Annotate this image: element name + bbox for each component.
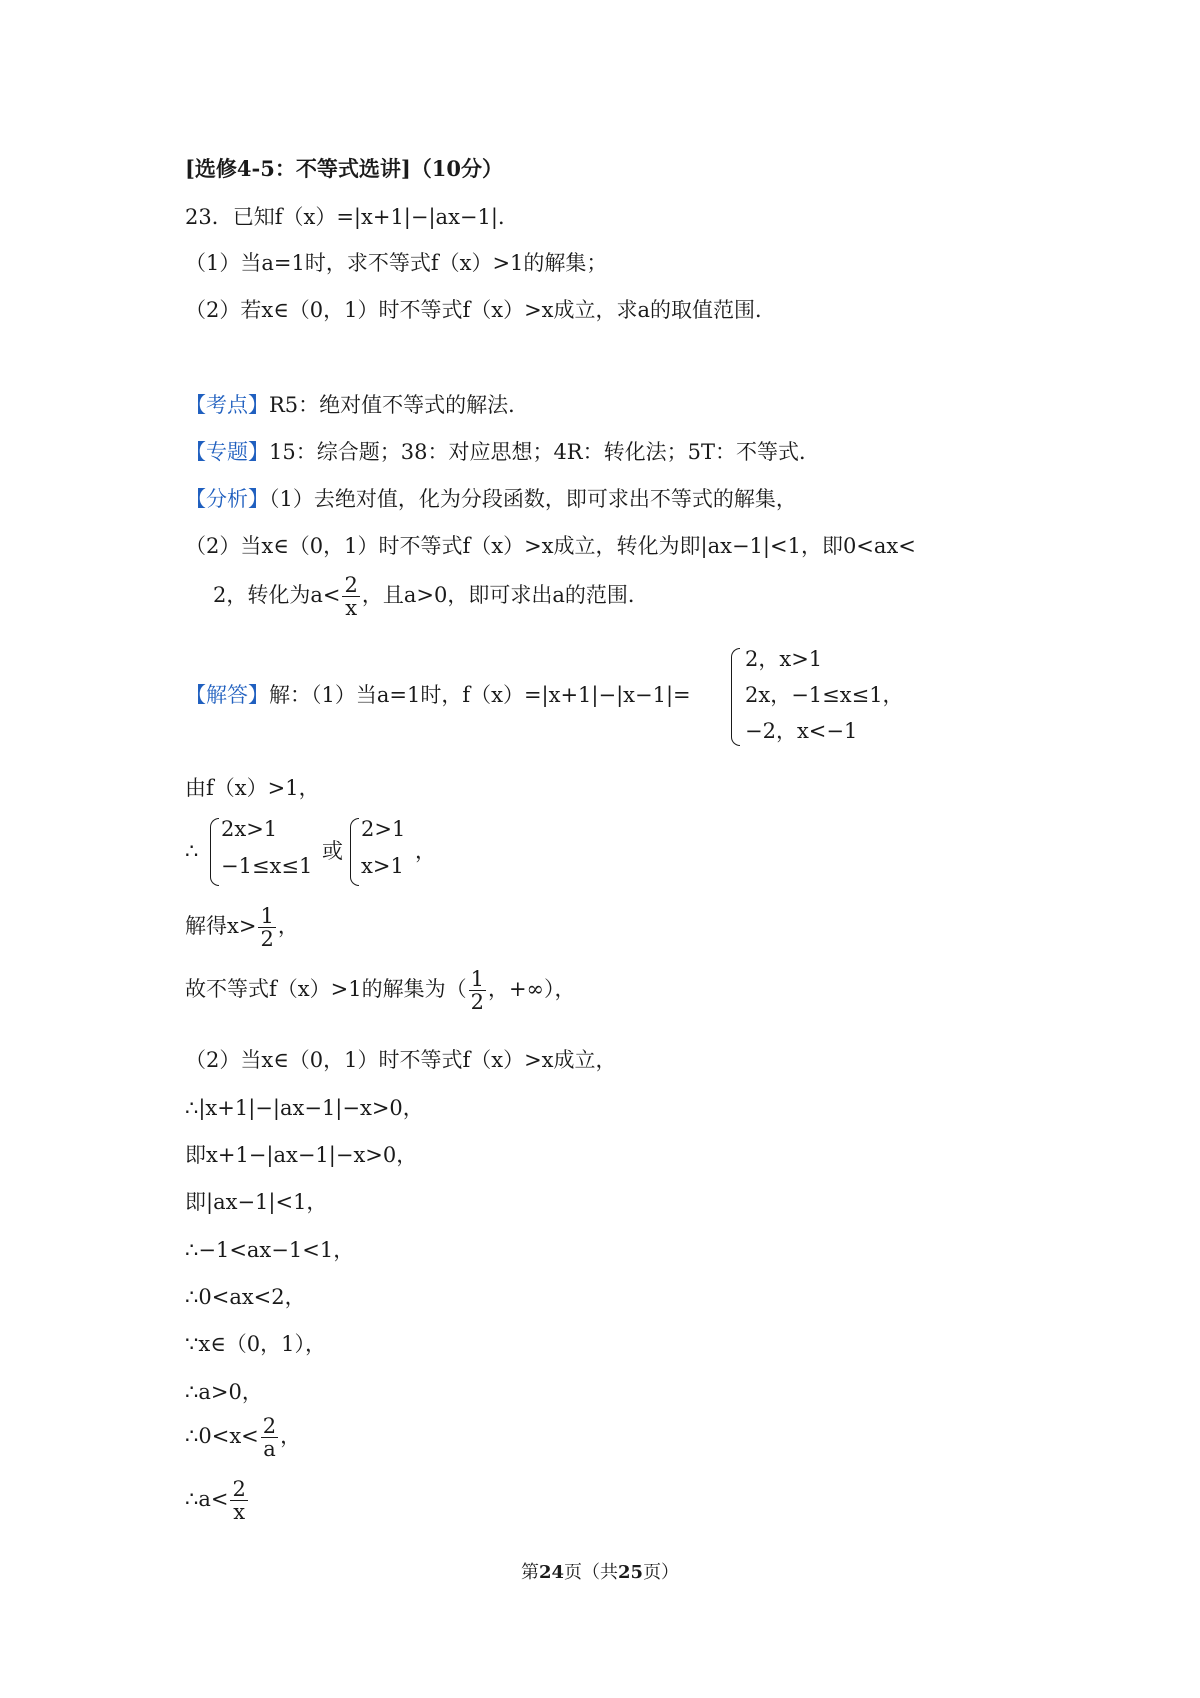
fraction-denominator: a — [263, 1437, 276, 1461]
fenxi-text-1: （1）去绝对值，化为分段函数，即可求出不等式的解集， — [269, 487, 797, 511]
fraction-numerator: 2 — [344, 573, 358, 597]
fraction-1-over-2 — [258, 905, 275, 950]
footer-mid: 页（共 — [564, 1562, 618, 1583]
jieda-line — [185, 680, 691, 710]
page-footer — [0, 1558, 1200, 1584]
solution-l13-a: ∴0<x< — [185, 1424, 259, 1448]
solution-line-9: ∴−1<ax−1<1， — [185, 1238, 355, 1262]
solution-l3-a: 解得x> — [185, 914, 257, 938]
footer-post: 页） — [643, 1562, 680, 1583]
system-2-brace — [350, 818, 359, 886]
solution-line-11: ∵x∈（0，1）， — [185, 1332, 326, 1356]
solution-line-6: ∴|x+1|−|ax−1|−x>0， — [185, 1096, 424, 1120]
system-1-row-2: −1≤x≤1 — [221, 854, 313, 878]
solution-line-7: 即x+1−|ax−1|−x>0， — [185, 1143, 418, 1167]
system-comma: ， — [415, 839, 436, 863]
solution-line-4 — [185, 967, 576, 1013]
fraction-denominator: x — [233, 1500, 246, 1524]
piecewise-case-3: −2，x<−1 — [745, 719, 858, 743]
fenxi-line-3 — [213, 573, 649, 619]
fraction-2-over-x — [342, 574, 359, 619]
solution-line-14 — [185, 1477, 250, 1523]
fraction-numerator: 1 — [260, 904, 274, 928]
fenxi-line-1 — [185, 484, 797, 514]
fraction-2-over-a — [261, 1415, 278, 1460]
solution-therefore-2: ∴ — [185, 839, 199, 863]
problem-question-2: （2）若x∈（0，1）时不等式f（x）>x成立，求a的取值范围． — [185, 298, 777, 322]
solution-l13-b: ， — [280, 1424, 302, 1448]
system-2-row-1: 2>1 — [361, 817, 406, 841]
fraction-denominator: 2 — [260, 927, 274, 951]
solution-line-1: 由f（x）>1， — [185, 776, 320, 800]
fraction-1-over-2 — [469, 968, 486, 1013]
system-1-brace — [210, 818, 219, 886]
section-title: [选修4-5：不等式选讲]（10分） — [185, 156, 504, 181]
fenxi-text-3b: ，且a>0，即可求出a的范围． — [361, 583, 649, 607]
fenxi-text-3a: 2，转化为a< — [213, 583, 341, 607]
footer-pre: 第 — [520, 1562, 539, 1583]
system-1-row-1: 2x>1 — [221, 817, 278, 841]
solution-line-8: 即|ax−1|<1， — [185, 1190, 328, 1214]
solution-l3-b: ， — [277, 914, 299, 938]
solution-line-13 — [185, 1414, 301, 1460]
kaodian-line — [185, 390, 529, 420]
solution-line-5: （2）当x∈（0，1）时不等式f（x）>x成立， — [185, 1048, 617, 1072]
fraction-denominator: 2 — [470, 990, 484, 1014]
solution-l4-a: 故不等式f（x）>1的解集为（ — [185, 977, 467, 1001]
footer-page-number: 24 — [538, 1562, 564, 1583]
jieda-tag: 【解答】 — [185, 683, 269, 707]
system-2-row-2: x>1 — [361, 854, 404, 878]
kaodian-tag: 【考点】 — [185, 393, 269, 417]
piecewise-case-1: 2，x>1 — [745, 647, 823, 671]
zhuanti-line — [185, 437, 820, 467]
problem-stem: 23．已知f（x）=|x+1|−|ax−1|． — [185, 205, 519, 229]
fenxi-line-2: （2）当x∈（0，1）时不等式f（x）>x成立，转化为即|ax−1|<1，即0<ax< — [185, 534, 916, 558]
fraction-numerator: 2 — [232, 1477, 246, 1501]
fraction-numerator: 2 — [262, 1414, 277, 1438]
solution-line-12: ∴a>0， — [185, 1380, 263, 1404]
fenxi-tag: 【分析】 — [185, 487, 269, 511]
problem-question-1: （1）当a=1时，求不等式f（x）>1的解集； — [185, 251, 608, 275]
zhuanti-text: 15：综合题；38：对应思想；4R：转化法；5T：不等式． — [269, 440, 820, 464]
system-or: 或 — [322, 839, 343, 863]
fraction-denominator: x — [345, 596, 358, 620]
kaodian-text: R5：绝对值不等式的解法． — [269, 393, 530, 417]
solution-line-10: ∴0<ax<2， — [185, 1285, 306, 1309]
zhuanti-tag: 【专题】 — [185, 440, 269, 464]
solution-l14-a: ∴a< — [185, 1487, 229, 1511]
jieda-intro: 解：（1）当a=1时，f（x）=|x+1|−|x−1|= — [269, 683, 691, 707]
fraction-2-over-x — [230, 1478, 247, 1523]
solution-line-3 — [185, 904, 299, 950]
footer-total-pages: 25 — [618, 1562, 644, 1583]
piecewise-case-2: 2x，−1≤x≤1， — [745, 683, 904, 707]
piecewise-brace — [731, 648, 740, 746]
solution-l4-b: ，+∞）， — [487, 977, 576, 1001]
fraction-numerator: 1 — [470, 967, 484, 991]
